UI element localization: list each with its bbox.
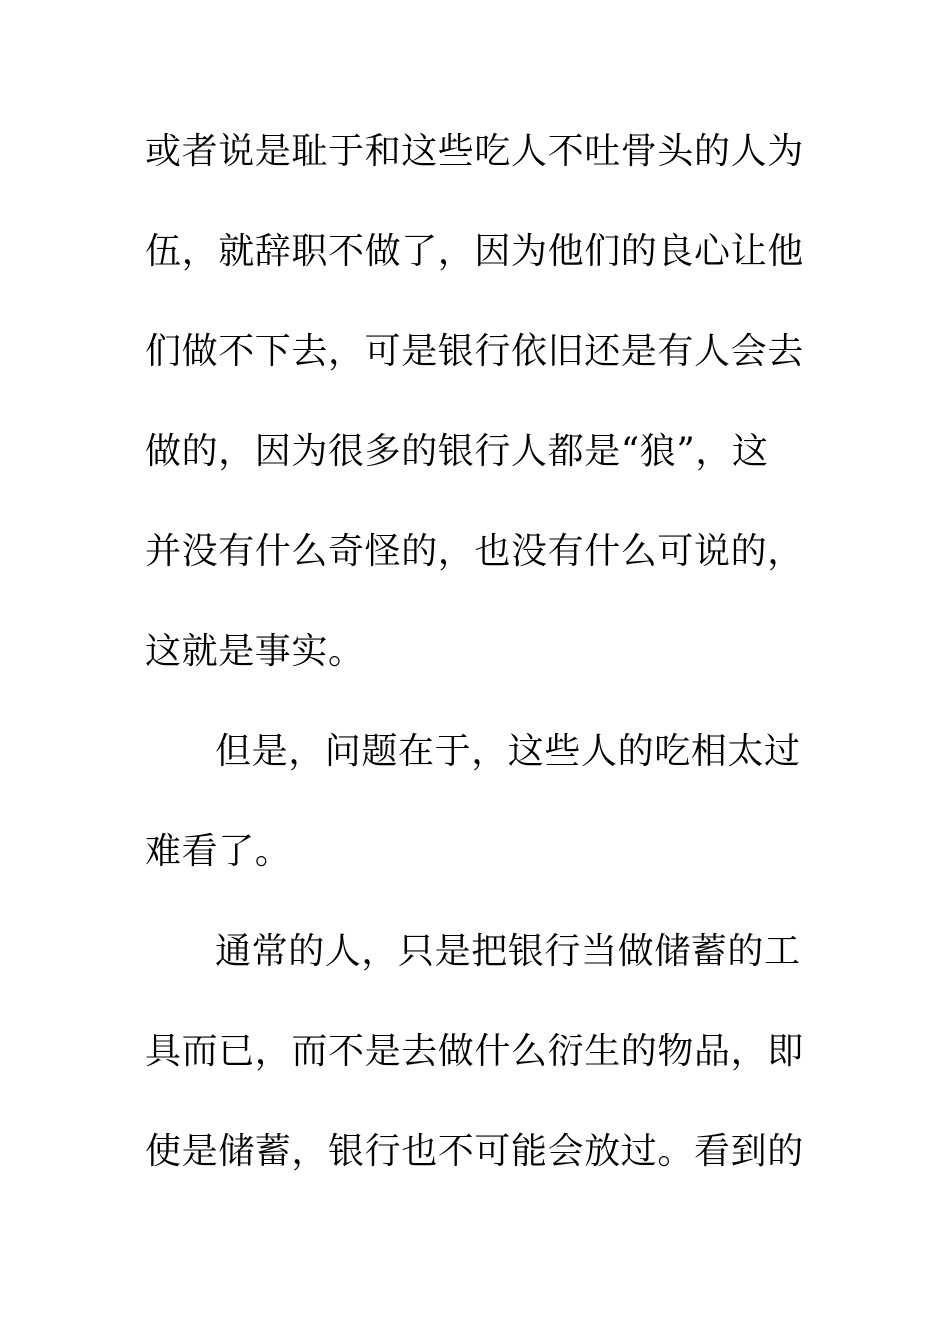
text-line-3: 们做不下去，可是银行依旧还是有人会去	[145, 331, 804, 372]
text-line-2: 伍，就辞职不做了，因为他们的良心让他	[145, 231, 804, 272]
text-line-4: 做的，因为很多的银行人都是“狼”，这	[145, 431, 769, 472]
text-line-10: 具而已，而不是去做什么衍生的物品，即	[145, 1031, 804, 1072]
body-text	[145, 122, 804, 1222]
text-line-6: 这就是事实。	[145, 631, 365, 672]
text-line-9: 通常的人，只是把银行当做储蓄的工	[215, 931, 801, 972]
text-line-7: 但是，问题在于，这些人的吃相太过	[215, 731, 801, 772]
text-line-11: 使是储蓄，银行也不可能会放过。看到的	[145, 1131, 804, 1172]
text-line-8: 难看了。	[145, 831, 292, 872]
text-line-5: 并没有什么奇怪的，也没有什么可说的，	[145, 531, 804, 572]
text-line-1: 或者说是耻于和这些吃人不吐骨头的人为	[145, 131, 804, 172]
